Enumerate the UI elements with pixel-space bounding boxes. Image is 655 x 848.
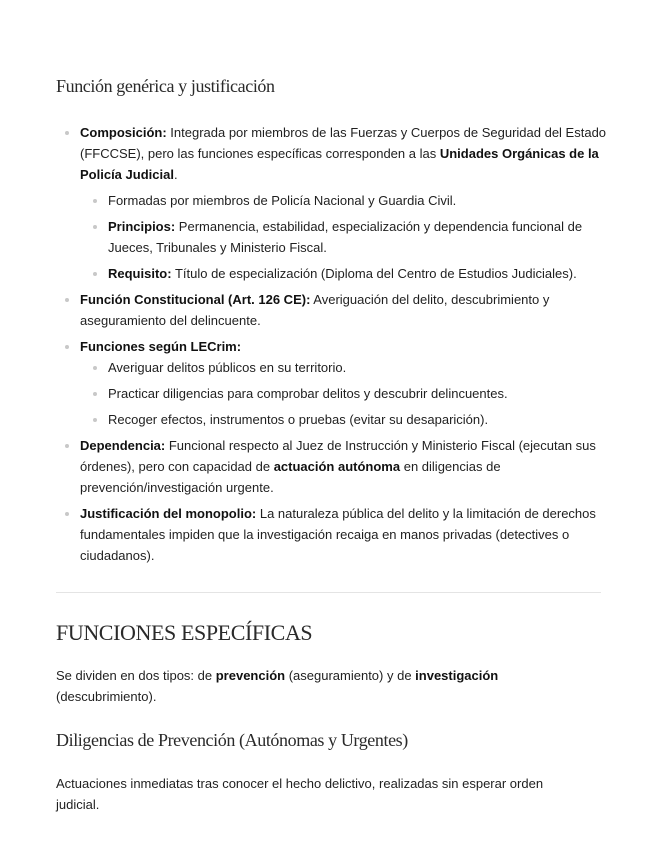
- section-heading-funcion-generica: Función genérica y justificación: [56, 76, 275, 96]
- list-item-funcion-constitucional: Función Constitucional (Art. 126 CE): Averiguación del delito, descubrimiento y aseguramiento del delincuente.: [80, 289, 625, 331]
- list-item-dependencia: Dependencia: Funcional respecto al Juez de Instrucción y Ministerio Fiscal (ejecutan sus órdenes), pero con capacidad de actuación autónoma en diligencias de prevención/investigación urgente.: [80, 435, 625, 498]
- sublist-item: Practicar diligencias para comprobar delitos y descubrir delincuentes.: [108, 383, 625, 404]
- section-heading-funciones-especificas: FUNCIONES ESPECÍFICAS: [56, 620, 313, 645]
- subheading-diligencias-prevencion: Diligencias de Prevención (Autónomas y Urgentes): [56, 730, 408, 750]
- sublist-item: Averiguar delitos públicos en su territorio.: [108, 357, 625, 378]
- sublist-lecrim: [80, 357, 625, 430]
- sublist-composicion: [80, 190, 625, 284]
- section-divider: [56, 592, 601, 593]
- list-item-justificacion: Justificación del monopolio: La naturaleza pública del delito y la limitación de derechos fundamentales impiden que la investigación recaiga en manos privadas (detectives o ciudadanos).: [80, 503, 625, 566]
- sublist-item: Requisito: Título de especialización (Diploma del Centro de Estudios Judiciales).: [108, 263, 625, 284]
- sublist-item: Principios: Permanencia, estabilidad, especialización y dependencia funcional de Jueces, Tribunales y Ministerio Fiscal.: [108, 216, 625, 258]
- sublist-item: Recoger efectos, instrumentos o pruebas (evitar su desaparición).: [108, 409, 625, 430]
- function-list: [56, 122, 625, 571]
- diligencias-paragraph: Actuaciones inmediatas tras conocer el hecho delictivo, realizadas sin esperar orden judicial.: [56, 776, 544, 812]
- list-item-composicion: Composición: Integrada por miembros de las Fuerzas y Cuerpos de Seguridad del Estado (FFCCSE), pero las funciones específicas corresponden a las Unidades Orgánicas de la Policía Judicial. Formadas por miembros de Policía Nacional y Guardia Civil. Principios: Permanencia, estabilidad, especialización y dependencia funcional de Jueces, Tribunales y Ministerio Fiscal. Requisito: Título de especialización (Diploma del Centro de Estudios Judiciales).: [80, 122, 625, 284]
- sublist-item: Formadas por miembros de Policía Nacional y Guardia Civil.: [108, 190, 625, 211]
- intro-paragraph: Se dividen en dos tipos: de prevención (aseguramiento) y de investigación (descubrimiento).: [56, 668, 499, 704]
- list-item-funciones-lecrim: Funciones según LECrim: Averiguar delitos públicos en su territorio. Practicar diligencias para comprobar delitos y descubrir delincuentes. Recoger efectos, instrumentos o pruebas (evitar su desaparición).: [80, 336, 625, 430]
